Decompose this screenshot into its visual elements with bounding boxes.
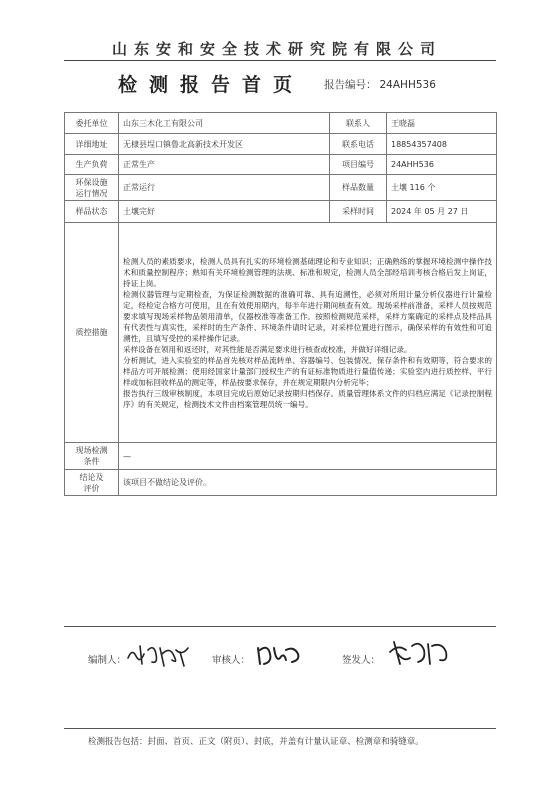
quality-paragraph-2: 检测仪器管理与定期检查，为保证检测数据的准确可靠、具有追溯性，必须对所用计量分析仪器进行计量检定，经检定合格方可使用，且在有效使用期内，每半年进行期间核查有效。现场采样前准备，采样人员按规范要求填写现场采样物品领用清单，仪器校准等准备工作。按照检测规范采样，采样方案确定的采样点及样品具有代表性与真实性，采样时的生产条件、环境条件请时记录，对采样位置进行图示，确保采样的有效性和可追溯性，且填写受控的采样操作记录。 <box>123 289 492 343</box>
page-title: 检测报告首页 <box>118 74 305 96</box>
phone-label: 联系电话 <box>330 134 387 155</box>
quality-paragraph-1: 检测人员的素质要求，检测人员具有扎实的环境检测基础理论和专业知识；正确熟练的掌握环境检测中操作技术和质量控制程序；熟知有关环境检测管理的法规、标准和规定，检测人员全部经培训考核合格后发上岗证，持证上岗。 <box>123 256 492 288</box>
facility-label-line-1: 环保设施 <box>75 177 108 187</box>
quality-paragraph-4: 分析测试，进入实验室的样品首先核对样品流转单、容器编号、包装情况、保存条件和有效期等，符合要求的样品方可开展检测；使用经国家计量部门授权生产的有证标准物质进行量值传递；实验室内进行质控样、平行样或加标回收样品的测定等，样品按要求保存，并在规定期限内分析完毕； <box>123 355 492 387</box>
conclusion-label-line-1: 结论及 <box>79 472 104 482</box>
conclusion-label-line-2: 评价 <box>83 483 100 493</box>
compiler-handwriting-icon <box>124 642 192 670</box>
quality-paragraph-3: 采样设备在领用和返还时，对其性能是否满足要求进行核查或校准，并做好详细记录。 <box>123 344 412 354</box>
compiler-label: 编制人： <box>88 655 127 666</box>
report-info-table <box>64 112 497 496</box>
client-value: 山东三木化工有限公司 <box>119 113 330 134</box>
table-row <box>65 175 497 201</box>
conditions-label-line-2: 条件 <box>83 457 100 466</box>
contact-label: 联系人 <box>330 113 387 134</box>
contact-value: 王晓磊 <box>387 113 497 134</box>
report-number-value: 24AHH536 <box>379 79 436 91</box>
conditions-label-line-1: 现场检测 <box>75 446 108 455</box>
client-label: 委托单位 <box>65 113 119 134</box>
quality-paragraph-5: 报告执行三级审核制度，本项目完成后原始记录按期归档保存。质量管理体系文件的归档应满足《记录控制程序》的有关规定，检测技术文件由档案管理员统一编号。 <box>123 388 492 409</box>
sample-qty-value: 土壤 116 个 <box>387 175 497 201</box>
compiler-signature <box>88 652 126 666</box>
report-number-label: 报告编号： <box>324 79 377 91</box>
table-row <box>65 201 497 223</box>
address-label: 详细地址 <box>65 134 119 155</box>
facility-label-line-2: 运行情况 <box>75 188 108 198</box>
phone-value: 18854357408 <box>387 134 497 155</box>
signature-divider <box>64 626 496 627</box>
organization-name: 山东安和安全技术研究院有限公司 <box>111 40 442 58</box>
quality-label: 质控措施 <box>65 223 119 443</box>
production-value: 正常生产 <box>119 155 330 175</box>
table-row <box>65 155 497 175</box>
table-row <box>65 113 497 134</box>
conclusion-value: 该项目不做结论及评价。 <box>119 470 497 496</box>
conditions-label <box>65 443 119 470</box>
issuer-label: 签发人： <box>342 655 381 666</box>
sample-qty-label: 样品数量 <box>330 175 387 201</box>
organization-underline <box>64 60 496 61</box>
table-row <box>65 134 497 155</box>
facility-value: 正常运行 <box>119 175 330 201</box>
table-row <box>65 443 497 470</box>
sampling-time-value: 2024 年 05 月 27 日 <box>387 201 497 223</box>
conclusion-label <box>65 470 119 496</box>
project-no-value: 24AHH536 <box>387 155 497 175</box>
table-row <box>65 223 497 443</box>
quality-measures <box>119 223 497 443</box>
sample-state-value: 土壤完好 <box>119 201 330 223</box>
issuer-signature <box>342 652 380 666</box>
sampling-time-label: 采样时间 <box>330 201 387 223</box>
reviewer-signature <box>212 652 250 666</box>
conditions-value: — <box>119 443 497 470</box>
footer-divider <box>64 728 496 729</box>
facility-label <box>65 175 119 201</box>
footer-note: 检测报告包括：封面、首页、正文（附页）、封底，并盖有计量认证章、检测章和骑缝章。 <box>88 737 424 747</box>
sample-state-label: 样品状态 <box>65 201 119 223</box>
project-no-label: 项目编号 <box>330 155 387 175</box>
signature-block <box>88 652 508 682</box>
table-row <box>65 470 497 496</box>
reviewer-label: 审核人： <box>212 655 251 666</box>
production-label: 生产负荷 <box>65 155 119 175</box>
reviewer-handwriting-icon <box>254 642 304 668</box>
address-value: 无棣县埕口镇鲁北高新技术开发区 <box>119 134 330 155</box>
issuer-handwriting-icon <box>384 636 454 672</box>
report-number <box>324 77 436 92</box>
